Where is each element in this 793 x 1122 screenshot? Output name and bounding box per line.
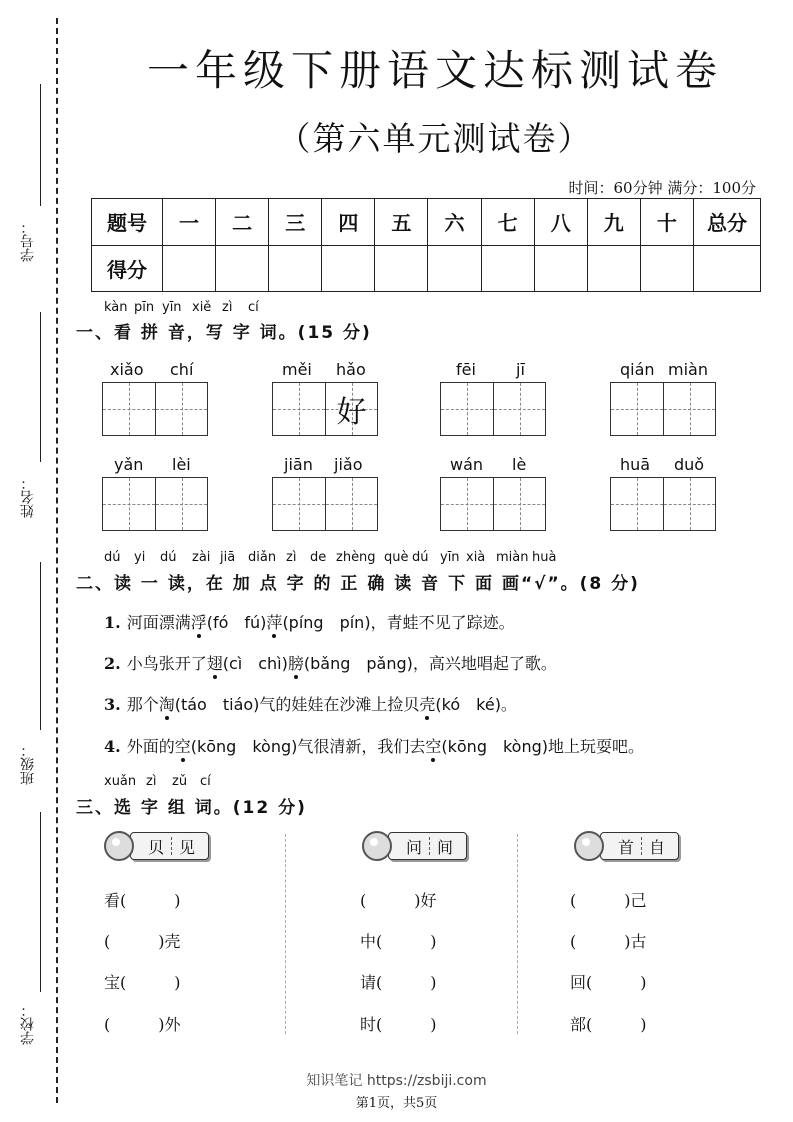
fill-blank-item[interactable]: ( )古	[570, 932, 647, 951]
question-number: 4.	[104, 737, 121, 756]
writing-grid[interactable]	[440, 477, 546, 531]
word-pinyin: huā	[620, 455, 651, 474]
fill-blank-item[interactable]: ( )好	[360, 891, 437, 910]
score-cell[interactable]	[640, 245, 693, 292]
fill-line-school	[40, 812, 41, 992]
score-header-cell: 八	[534, 199, 587, 246]
fill-blank-item[interactable]: 时( )	[360, 1015, 437, 1034]
score-table	[91, 198, 761, 292]
pinyin-syllable: xià	[466, 550, 486, 565]
word-pinyin: lèi	[172, 455, 191, 474]
choice-char: 首	[618, 837, 635, 857]
dotted-char: 壳	[419, 695, 436, 714]
writing-grid[interactable]	[272, 477, 378, 531]
score-cell[interactable]	[481, 245, 534, 292]
grid-char: 好	[336, 395, 367, 430]
word-pinyin: miàn	[668, 360, 708, 379]
char-choice-badge	[362, 830, 467, 862]
label-student-id: 学号：	[20, 220, 36, 262]
grid-char	[441, 478, 493, 530]
grid-char	[103, 383, 155, 435]
pinyin-syllable: kàn	[104, 300, 128, 315]
word-pinyin: chí	[170, 360, 194, 379]
pinyin-syllable: de	[310, 550, 327, 565]
section2-title: 二、读 一 读，在 加 点 字 的 正 确 读 音 下 面 画“√”。(8 分)	[76, 574, 640, 594]
score-header-cell: 一	[163, 199, 216, 246]
fill-blank-item[interactable]: ( )壳	[104, 932, 181, 951]
word-pinyin: hǎo	[336, 360, 366, 379]
word-pinyin: xiǎo	[110, 360, 144, 379]
choice-char: 自	[649, 837, 666, 857]
pinyin-choice[interactable]: (cì chì)	[222, 654, 288, 673]
grid-char	[156, 478, 207, 530]
word-pinyin: duǒ	[674, 455, 705, 474]
pinyin-syllable: zhèng	[336, 550, 376, 565]
word-pinyin: yǎn	[114, 455, 144, 474]
fill-blank-item[interactable]: 中( )	[360, 932, 437, 951]
grid-char	[273, 478, 325, 530]
fill-blank-item[interactable]: 看( )	[104, 891, 181, 910]
char-choice-badge	[574, 830, 679, 862]
dotted-char: 空	[174, 737, 191, 756]
grid-char	[664, 478, 715, 530]
lightbulb-icon	[574, 831, 604, 861]
fill-line-class	[40, 562, 41, 730]
score-cell[interactable]	[269, 245, 322, 292]
pinyin-syllable: zì	[286, 550, 297, 565]
score-header-cell: 二	[216, 199, 269, 246]
score-header-cell: 五	[375, 199, 428, 246]
question-text: 河面漂满	[126, 613, 191, 632]
pinyin-choice[interactable]: (kōng kòng)气很清新，我们去	[190, 737, 426, 756]
score-header-cell: 十	[640, 199, 693, 246]
score-cell[interactable]	[694, 245, 761, 292]
score-cell[interactable]	[428, 245, 481, 292]
pinyin-choice[interactable]: (kó ké)。	[435, 695, 517, 714]
fill-blank-item[interactable]: 请( )	[360, 973, 437, 992]
word-pinyin: jiān	[284, 455, 313, 474]
pinyin-syllable: dú	[412, 550, 429, 565]
pinyin-choice[interactable]: (bǎng pǎng)，高兴地唱起了歌。	[303, 654, 557, 673]
char-choice-box	[130, 832, 209, 860]
score-header-cell: 四	[322, 199, 375, 246]
pinyin-syllable: yi	[134, 550, 146, 565]
word-pinyin: jī	[516, 360, 525, 379]
word-pinyin: měi	[282, 360, 312, 379]
dotted-char: 萍	[266, 613, 283, 632]
choice-char: 间	[437, 837, 454, 857]
pinyin-syllable: miàn	[496, 550, 529, 565]
score-header-cell: 题号	[92, 199, 163, 246]
score-header-cell: 九	[587, 199, 640, 246]
question-number: 2.	[104, 654, 121, 673]
grid-char	[611, 383, 663, 435]
choice-char: 问	[406, 837, 423, 857]
fill-line-name	[40, 312, 41, 462]
pinyin-syllable: zǔ	[172, 774, 188, 789]
choice-char: 见	[179, 837, 196, 857]
footer-page: 第1页，共5页	[355, 1096, 438, 1111]
pinyin-choice[interactable]: (fó fú)	[206, 613, 267, 632]
pinyin-syllable: què	[384, 550, 409, 565]
lightbulb-icon	[104, 831, 134, 861]
score-cell[interactable]	[322, 245, 375, 292]
question-number: 1.	[104, 613, 121, 632]
char-choice-box	[600, 832, 679, 860]
pinyin-syllable: xuǎn	[104, 774, 137, 789]
word-pinyin: jiǎo	[334, 455, 363, 474]
pinyin-syllable: yīn	[440, 550, 460, 565]
grid-char	[494, 478, 545, 530]
dotted-char: 空	[425, 737, 442, 756]
pinyin-syllable: cí	[200, 774, 211, 789]
score-header-cell: 总分	[694, 199, 761, 246]
question-1	[104, 610, 515, 633]
word-pinyin: fēi	[456, 360, 476, 379]
pinyin-syllable: zì	[146, 774, 157, 789]
pinyin-syllable: zài	[192, 550, 211, 565]
score-header-cell: 六	[428, 199, 481, 246]
fill-line-student-id	[40, 84, 41, 206]
pinyin-syllable: dú	[160, 550, 177, 565]
pinyin-syllable: dú	[104, 550, 121, 565]
question-number: 3.	[104, 695, 121, 714]
question-2	[104, 651, 557, 674]
fill-blank-item[interactable]: 回( )	[570, 973, 647, 992]
grid-char	[103, 478, 155, 530]
pinyin-syllable: zì	[222, 300, 233, 315]
question-text: 外面的	[126, 737, 175, 756]
fill-blank-item[interactable]: ( )己	[570, 891, 647, 910]
binding-margin	[0, 0, 64, 1122]
writing-grid[interactable]	[610, 382, 716, 436]
dotted-char: 淘	[158, 695, 175, 714]
grid-char	[156, 383, 207, 435]
score-header-cell: 三	[269, 199, 322, 246]
score-header-cell: 七	[481, 199, 534, 246]
page-title: 一年级下册语文达标测试卷	[146, 46, 723, 95]
footer-site: 知识笔记 https://zsbiji.com	[306, 1073, 487, 1089]
writing-grid[interactable]	[610, 477, 716, 531]
grid-char	[441, 383, 493, 435]
writing-grid[interactable]	[272, 382, 378, 436]
writing-grid[interactable]	[102, 382, 208, 436]
word-pinyin: lè	[512, 455, 527, 474]
column-divider	[285, 834, 286, 1034]
pinyin-syllable: jiā	[220, 550, 236, 565]
grid-char	[664, 383, 715, 435]
score-header-row	[92, 199, 761, 246]
char-choice-box	[388, 832, 467, 860]
lightbulb-icon	[362, 831, 392, 861]
dotted-char: 翅	[206, 654, 223, 673]
word-pinyin: qián	[620, 360, 655, 379]
label-class: 班级：	[20, 743, 36, 785]
question-4	[104, 734, 644, 757]
grid-char	[326, 478, 377, 530]
section1-title: 一、看 拼 音，写 字 词。(15 分)	[76, 323, 372, 343]
question-3	[104, 692, 517, 715]
score-row	[92, 245, 761, 292]
score-cell[interactable]	[534, 245, 587, 292]
column-divider	[517, 834, 518, 1034]
fill-blank-item[interactable]: ( )外	[104, 1015, 181, 1034]
pinyin-syllable: diǎn	[248, 550, 277, 565]
dotted-char: 膀	[287, 654, 304, 673]
choice-char: 贝	[148, 837, 165, 857]
page-subtitle: （第六单元测试卷）	[277, 119, 593, 158]
pinyin-syllable: cí	[248, 300, 259, 315]
pinyin-syllable: pīn	[134, 300, 155, 315]
score-cell[interactable]	[587, 245, 640, 292]
grid-char	[494, 383, 545, 435]
time-info: 时间：60分钟 满分：100分	[568, 179, 756, 197]
dotted-char: 浮	[190, 613, 207, 632]
pinyin-choice[interactable]: (kōng kòng)地上玩耍吧。	[441, 737, 644, 756]
grid-char	[273, 383, 325, 435]
fill-blank-item[interactable]: 部( )	[570, 1015, 647, 1034]
section3-title: 三、选 字 组 词。(12 分)	[76, 798, 307, 818]
writing-grid[interactable]	[102, 477, 208, 531]
label-school: 学校：	[20, 1003, 36, 1045]
question-text: 小鸟张开了	[126, 654, 207, 673]
pinyin-syllable: huà	[532, 550, 557, 565]
pinyin-syllable: yīn	[162, 300, 182, 315]
label-name: 姓名：	[20, 476, 36, 518]
score-cell[interactable]	[216, 245, 269, 292]
binding-dashed-line	[56, 18, 58, 1103]
score-cell[interactable]	[375, 245, 428, 292]
grid-char	[611, 478, 663, 530]
pinyin-choice[interactable]: (táo tiáo)气的娃娃在沙滩上捡贝	[174, 695, 420, 714]
score-cell[interactable]	[163, 245, 216, 292]
question-text: 那个	[126, 695, 159, 714]
word-pinyin: wán	[450, 455, 484, 474]
pinyin-syllable: xiě	[192, 300, 212, 315]
char-choice-badge	[104, 830, 209, 862]
score-row-label: 得分	[92, 245, 163, 292]
fill-blank-item[interactable]: 宝( )	[104, 973, 181, 992]
pinyin-choice[interactable]: (píng pín)，青蛙不见了踪迹。	[282, 613, 515, 632]
writing-grid[interactable]	[440, 382, 546, 436]
